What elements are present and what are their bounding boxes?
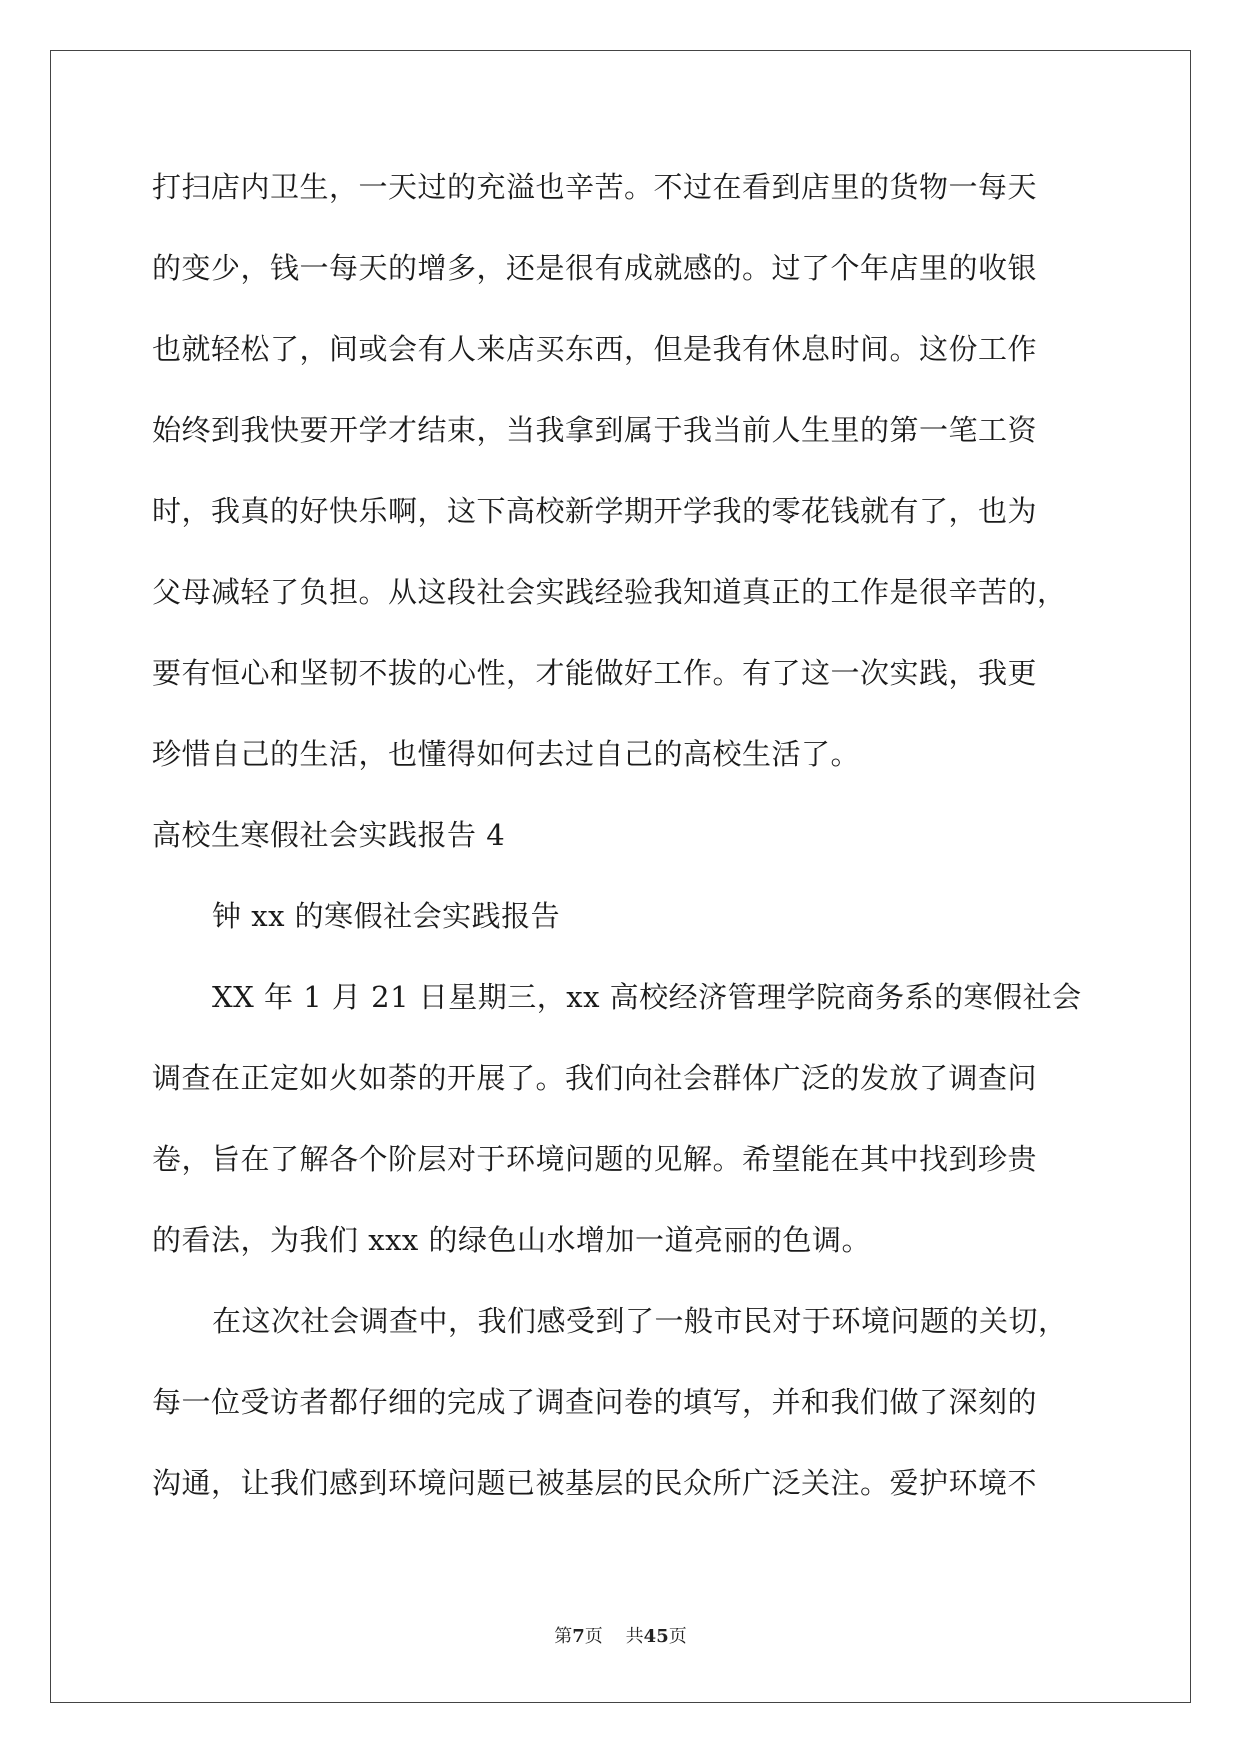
text-line: 的变少，钱一每天的增多，还是很有成就感的。过了个年店里的收银 (152, 251, 1038, 285)
total-pages: 45 (643, 1626, 669, 1647)
total-suffix: 页 (668, 1626, 687, 1647)
text-line: XX 年 1 月 21 日星期三，xx 高校经济管理学院商务系的寒假社会 (212, 980, 1082, 1014)
text-line: 沟通，让我们感到环境问题已被基层的民众所广泛关注。爱护环境不 (152, 1466, 1038, 1500)
text-line: 时，我真的好快乐啊，这下高校新学期开学我的零花钱就有了，也为 (152, 494, 1038, 528)
text-line: 的看法，为我们 xxx 的绿色山水增加一道亮丽的色调。 (152, 1223, 872, 1257)
text-line: 父母减轻了负担。从这段社会实践经验我知道真正的工作是很辛苦的， (152, 575, 1067, 609)
text-line: 在这次社会调查中，我们感受到了一般市民对于环境问题的关切， (212, 1304, 1068, 1338)
page-prefix: 第 (554, 1626, 573, 1647)
text-line: 调查在正定如火如荼的开展了。我们向社会群体广泛的发放了调查问 (152, 1061, 1038, 1095)
page-suffix: 页 (584, 1626, 603, 1647)
text-line: 珍惜自己的生活，也懂得如何去过自己的高校生活了。 (152, 737, 861, 771)
page-footer (0, 1622, 1241, 1648)
document-body (152, 162, 1112, 1539)
text-line: 要有恒心和坚韧不拔的心性，才能做好工作。有了这一次实践，我更 (152, 656, 1038, 690)
section-heading: 高校生寒假社会实践报告 4 (152, 818, 506, 852)
text-line: 也就轻松了，间或会有人来店买东西，但是我有休息时间。这份工作 (152, 332, 1038, 366)
text-line: 每一位受访者都仔细的完成了调查问卷的填写，并和我们做了深刻的 (152, 1385, 1038, 1419)
text-line: 打扫店内卫生，一天过的充溢也辛苦。不过在看到店里的货物一每天 (152, 170, 1038, 204)
text-line: 卷，旨在了解各个阶层对于环境问题的见解。希望能在其中找到珍贵 (152, 1142, 1038, 1176)
report-title: 钟 xx 的寒假社会实践报告 (212, 899, 561, 933)
text-line: 始终到我快要开学才结束，当我拿到属于我当前人生里的第一笔工资 (152, 413, 1038, 447)
page-number: 7 (572, 1626, 585, 1647)
total-prefix: 共 (625, 1626, 644, 1647)
